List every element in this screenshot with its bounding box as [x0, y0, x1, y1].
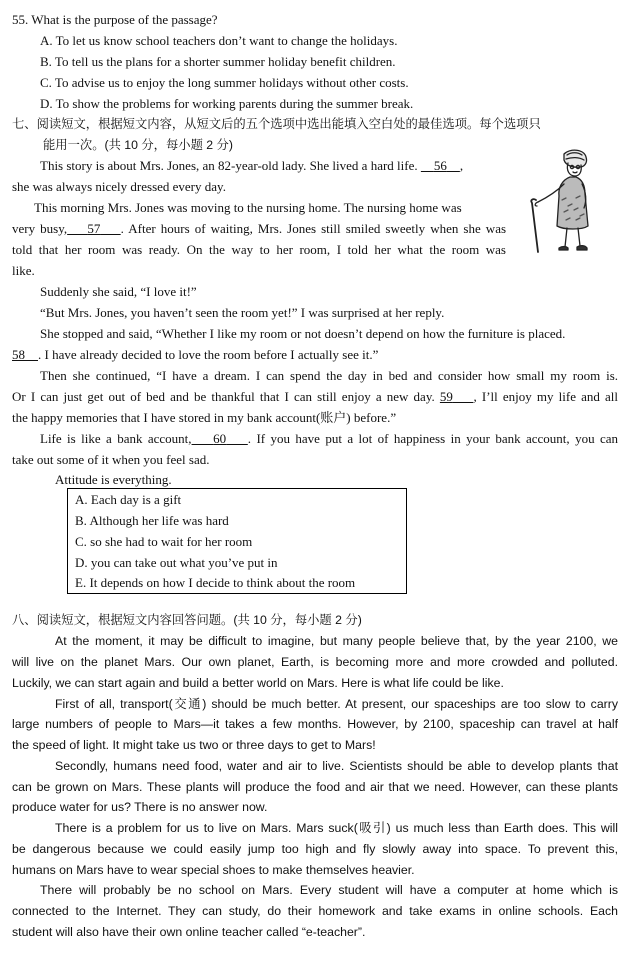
story-line: Then she continued, “I have a dream. I can spend the day in bed and consider how small my room is. — [40, 368, 618, 383]
story-line: This morning Mrs. Jones was moving to the nursing home. The nursing home was — [34, 200, 462, 215]
section7-heading: 七、阅读短文，根据短文内容，从短文后的五个选项中选出能填入空白处的最佳选项。每个选项只 — [12, 117, 541, 131]
story-line: very busy, 57 . After hours of waiting, Mrs. Jones still smiled sweetly when she was — [12, 221, 506, 236]
story-line: 58 . I have already decided to love the room before I actually see it.” — [12, 347, 379, 362]
blank-59: 59 — [439, 389, 453, 404]
section8-heading: 八、阅读短文，根据短文内容回答问题。(共 10 分，每小题 2 分) — [12, 613, 362, 627]
q55-question: 55. What is the purpose of the passage? — [12, 12, 218, 27]
blank-60: 60 — [213, 431, 227, 446]
story-line: she was always nicely dressed every day. — [12, 179, 226, 194]
passage-line: humans on Mars have to wear special shoes to make themselves heavier. — [12, 863, 415, 877]
story-line: Or I can just get out of bed and be thankful that I can still enjoy a new day. 59 , I’ll enjoy my life and all — [12, 389, 618, 404]
blank-57: 57 — [87, 221, 101, 236]
story-line: told that her room was ready. On the way to her room, I told her what the room was — [12, 242, 506, 257]
passage-line: student will also have their own online teacher called “e-teacher”. — [12, 925, 366, 939]
passage-line: At the moment, it may be difficult to imagine, but many people believe that, by the year 2100, we — [55, 634, 618, 648]
story-line: She stopped and said, “Whether I like my room or not doesn’t depend on how the furniture is placed. — [40, 326, 566, 341]
story-line: This story is about Mrs. Jones, an 82-year-old lady. She lived a hard life. 56 , — [40, 158, 464, 173]
option-b: B. Although her life was hard — [75, 513, 229, 528]
story-line: take out some of it when you feel sad. — [12, 452, 210, 467]
old-lady-illustration — [524, 148, 620, 256]
story-line: Attitude is everything. — [55, 472, 172, 487]
passage-line: There will probably be no school on Mars. Every student will have a computer at home which is — [40, 883, 618, 897]
story-line: Life is like a bank account, 60 . If you have put a lot of happiness in your bank account, you can — [40, 431, 618, 446]
q55-option-b: B. To tell us the plans for a shorter summer holiday benefit children. — [40, 54, 396, 69]
story-line: like. — [12, 263, 35, 278]
passage-line: There is a problem for us to live on Mars. Mars suck(吸引) us much less than Earth does. This will — [55, 821, 618, 835]
story-line: the happy memories that I have stored in my bank account(账户) before.” — [12, 410, 397, 425]
passage-line: connected to the Internet. They can study, do their homework and take exams in online schools. Each — [12, 904, 618, 918]
passage-line: produce water for us? There is no answer now. — [12, 800, 268, 814]
passage-line: can be grown on Mars. These plants will produce the food and air that we need. However, can these plants — [12, 780, 618, 794]
passage-line: the speed of light. It might take us two or three days to get to Mars! — [12, 738, 376, 752]
option-a: A. Each day is a gift — [75, 492, 182, 507]
option-d: D. you can take out what you’ve put in — [75, 555, 278, 570]
passage-line: large numbers of people to Mars—it takes a few months. However, by 2100, spaceship can travel at half — [12, 717, 618, 731]
blank-56: 56 — [433, 158, 447, 173]
passage-line: First of all, transport(交通) should be much better. At present, our spaceships are too slow to carry — [55, 697, 618, 711]
q55-option-d: D. To show the problems for working parents during the summer break. — [40, 96, 414, 111]
q55-option-a: A. To let us know school teachers don’t want to change the holidays. — [40, 33, 398, 48]
story-line: Suddenly she said, “I love it!” — [40, 284, 197, 299]
blank-58: 58 — [12, 347, 25, 362]
options-box — [67, 488, 407, 594]
option-c: C. so she had to wait for her room — [75, 534, 253, 549]
passage-line: be dangerous because we could easily jump too high and fly slowly away into space. To prevent this, — [12, 842, 618, 856]
section7-heading-cont: 能用一次。(共 10 分，每小题 2 分) — [43, 138, 233, 152]
story-line: “But Mrs. Jones, you haven’t seen the room yet!” I was surprised at her reply. — [40, 305, 445, 320]
option-e: E. It depends on how I decide to think about the room — [75, 575, 356, 590]
passage-line: Secondly, humans need food, water and air to live. Scientists should be able to develop plants that — [55, 759, 618, 773]
q55-option-c: C. To advise us to enjoy the long summer holidays without other costs. — [40, 75, 409, 90]
passage-line: Luckily, we can start again and build a better world on Mars. Here is what life could be like. — [12, 676, 504, 690]
passage-line: will live on the planet Mars. Our own planet, Earth, is becoming more and more crowded and polluted. — [12, 655, 618, 669]
